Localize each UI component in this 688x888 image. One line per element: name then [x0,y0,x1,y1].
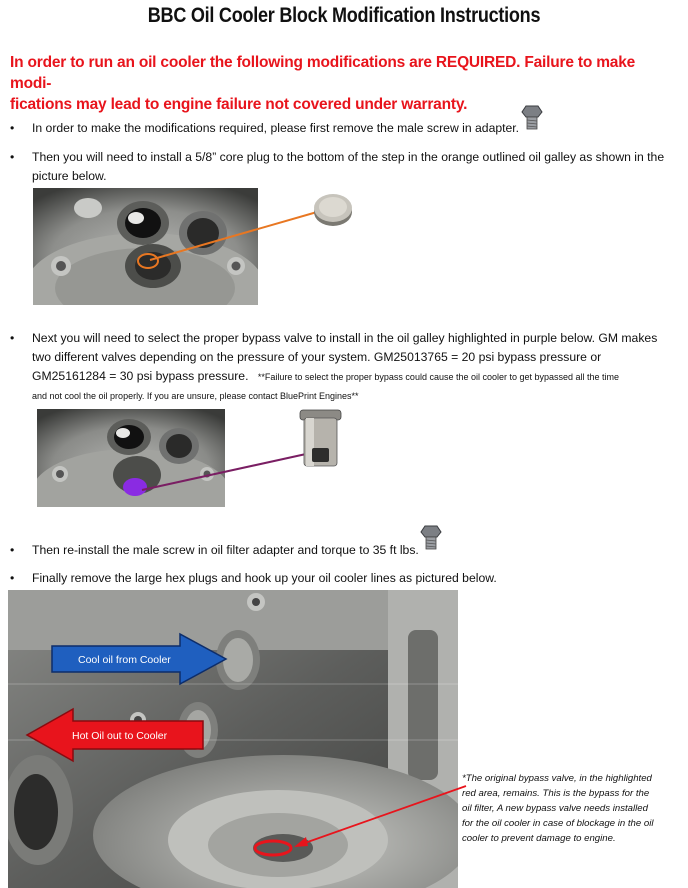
orange-pointer-line [148,200,328,270]
screw-icon [420,524,442,552]
bypass-note-line-2: red area, remains. This is the bypass for the [462,788,650,799]
instruction-3-text-line-1: Next you will need to select the proper bypass valve to install in the oil galley highlighted in purple below. GM makes [32,331,658,345]
instruction-3-warning-b: and not cool the oil properly. If you are unsure, please contact BluePrint Engines** [32,391,359,401]
instruction-3-text-line-2: two different valves depending on the pressure of your system. GM25013765 = 20 psi bypass pressure or [32,350,602,364]
purple-pointer-line [140,450,310,495]
bypass-note-line-1: *The original bypass valve, in the highlighted [462,773,652,784]
bullet-glyph: • [10,331,15,345]
instruction-3-text-line-3a: GM25161284 = 30 psi bypass pressure. [32,369,249,383]
instruction-5-text: Finally remove the large hex plugs and hook up your oil cooler lines as pictured below. [32,571,497,585]
cool-oil-label: Cool oil from Cooler [78,654,171,666]
hot-oil-label: Hot Oil out to Cooler [72,730,168,742]
instruction-2-text-line-2: picture below. [32,169,107,183]
hot-oil-arrow [25,707,205,763]
bullet-glyph: • [10,571,15,585]
page-title: BBC Oil Cooler Block Modification Instructions [147,4,541,27]
bullet-glyph: • [10,543,15,557]
bullet-glyph: • [10,150,15,164]
instruction-4-text: Then re-install the male screw in oil filter adapter and torque to 35 ft lbs. [32,543,419,557]
bypass-note-line-5: cooler to prevent damage to engine. [462,833,616,844]
bypass-note [462,771,682,846]
bypass-note-line-4: for the oil cooler in case of blockage in the oil [462,818,654,829]
bypass-valve-icon [298,408,343,470]
cool-oil-arrow [50,632,230,686]
screw-icon [521,104,543,132]
bullet-glyph: • [10,121,15,135]
red-pointer-arrow [290,782,470,852]
instruction-1-text: In order to make the modifications required, please first remove the male screw in adapter. [32,121,520,135]
instruction-3-warning-a: **Failure to select the proper bypass could cause the oil cooler to get bypassed all the time [257,372,620,382]
warning-text [10,52,670,115]
core-plug-icon [312,190,354,228]
bypass-note-line-3: oil filter, A new bypass valve needs installed [462,803,648,814]
warning-line-2: fications may lead to engine failure not covered under warranty. [10,96,468,113]
instruction-3-text-line-3 [32,367,619,387]
warning-line-1: In order to run an oil cooler the following modifications are REQUIRED. Failure to make modi- [10,54,636,92]
instruction-2-text-line-1: Then you will need to install a 5/8” core plug to the bottom of the step in the orange outlined oil galley as shown in the [32,150,665,164]
